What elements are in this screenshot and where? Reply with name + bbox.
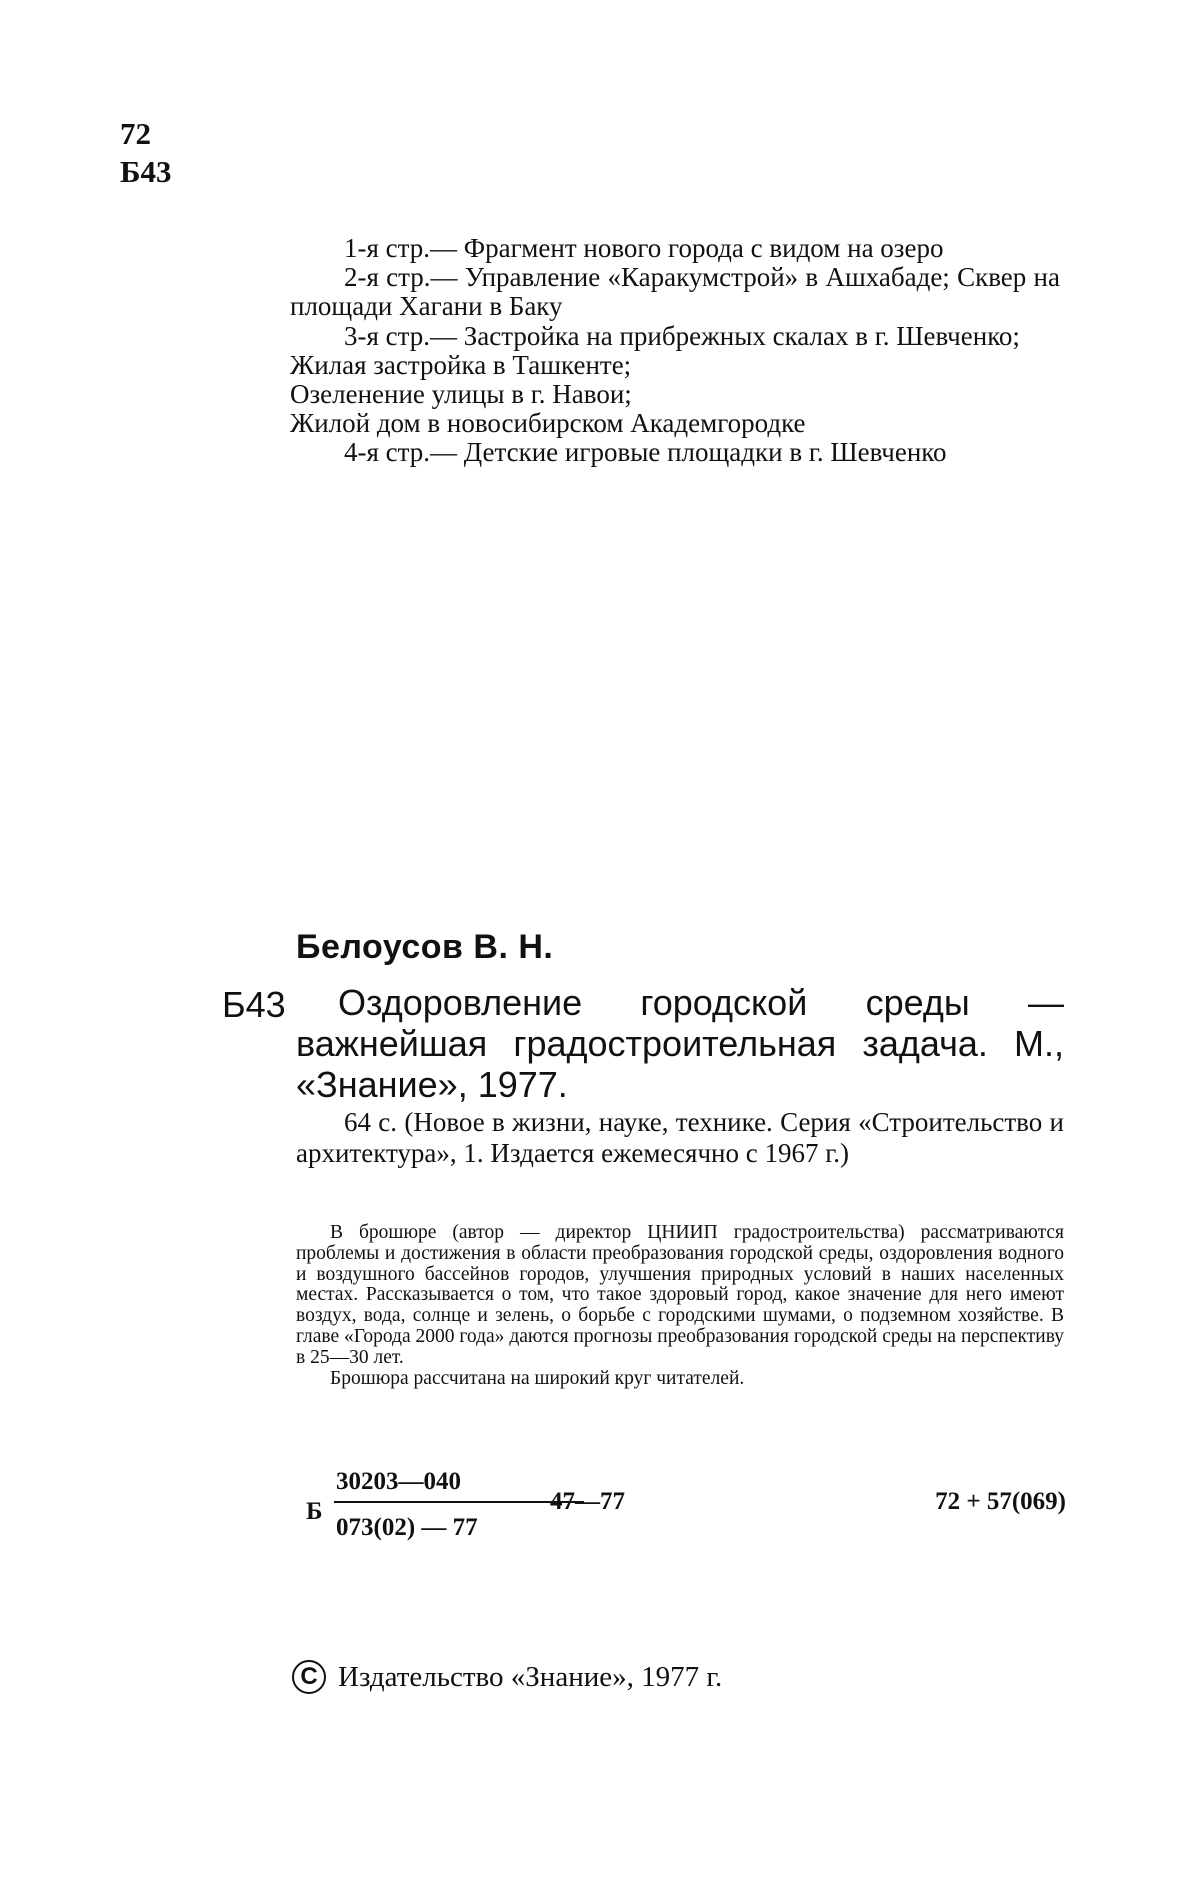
credit-line: Жилой дом в новосибирском Академгородке [290, 408, 806, 439]
annotation-body: В брошюре (автор — директор ЦНИИП градостроительства) рассматриваются проблемы и достижения в области преобразования городской среды, оздоровления водного и воздушного бассейнов городов, улучшения природных условий в наших населенных местах. Рассказывается о том, что такое здоровый город, какое значение для него имеют воздух, вода, солнце и зелень, о борьбе с городскими шумами, о подземном хозяйстве. В главе «Города 2000 года» даются прогнозы преобразования городской среды на перспективу в 25—30 лет. [296, 1222, 1064, 1368]
publisher-classification: 72 + 57(069) [935, 1488, 1066, 1515]
credit-line: 3-я стр.— Застройка на прибрежных скалах в г. Шевченко; [344, 320, 1020, 351]
publisher-code-letter: Б [306, 1498, 323, 1525]
book-title: Оздоровление городской среды — важнейшая градостроительная задача. М., «Знание», 1977. [296, 982, 1064, 1105]
bbk-code: Б43 [120, 154, 172, 189]
udc-code: 72 [120, 116, 151, 151]
credit-line: Озеленение улицы в г. Навои; [290, 379, 632, 410]
credit-line: 2-я стр.— Управление «Каракумстрой» в Ашхабаде; Сквер на площади Хагани в Баку [290, 262, 1060, 322]
publisher-code-numerator: 30203—040 [336, 1468, 461, 1495]
annotation-audience: Брошюра рассчитана на широкий круг читателей. [330, 1367, 745, 1389]
publisher-code-denominator: 073(02) — 77 [336, 1514, 478, 1541]
copyright-icon: С [292, 1660, 326, 1694]
annotation [296, 1223, 1064, 1389]
author-name: Белоусов В. Н. [296, 928, 554, 966]
copyright-text: Издательство «Знание», 1977 г. [338, 1660, 723, 1693]
credit-line: Жилая застройка в Ташкенте; [290, 349, 632, 380]
illustration-credits [290, 234, 1060, 468]
copyright-line [292, 1660, 722, 1694]
publisher-code-suffix: 47—77 [550, 1488, 625, 1515]
fraction-rule [334, 1501, 584, 1503]
catalog-index: Б43 [222, 984, 286, 1025]
collation-note: 64 с. (Новое в жизни, науке, технике. Серия «Строительство и архитектура», 1. Издается ежемесячно с 1967 г.) [296, 1107, 1064, 1168]
credit-line: 4-я стр.— Детские игровые площадки в г. Шевченко [344, 437, 947, 468]
credit-line: 1-я стр.— Фрагмент нового города с видом на озеро [344, 233, 944, 263]
publisher-code [306, 1468, 1066, 1548]
